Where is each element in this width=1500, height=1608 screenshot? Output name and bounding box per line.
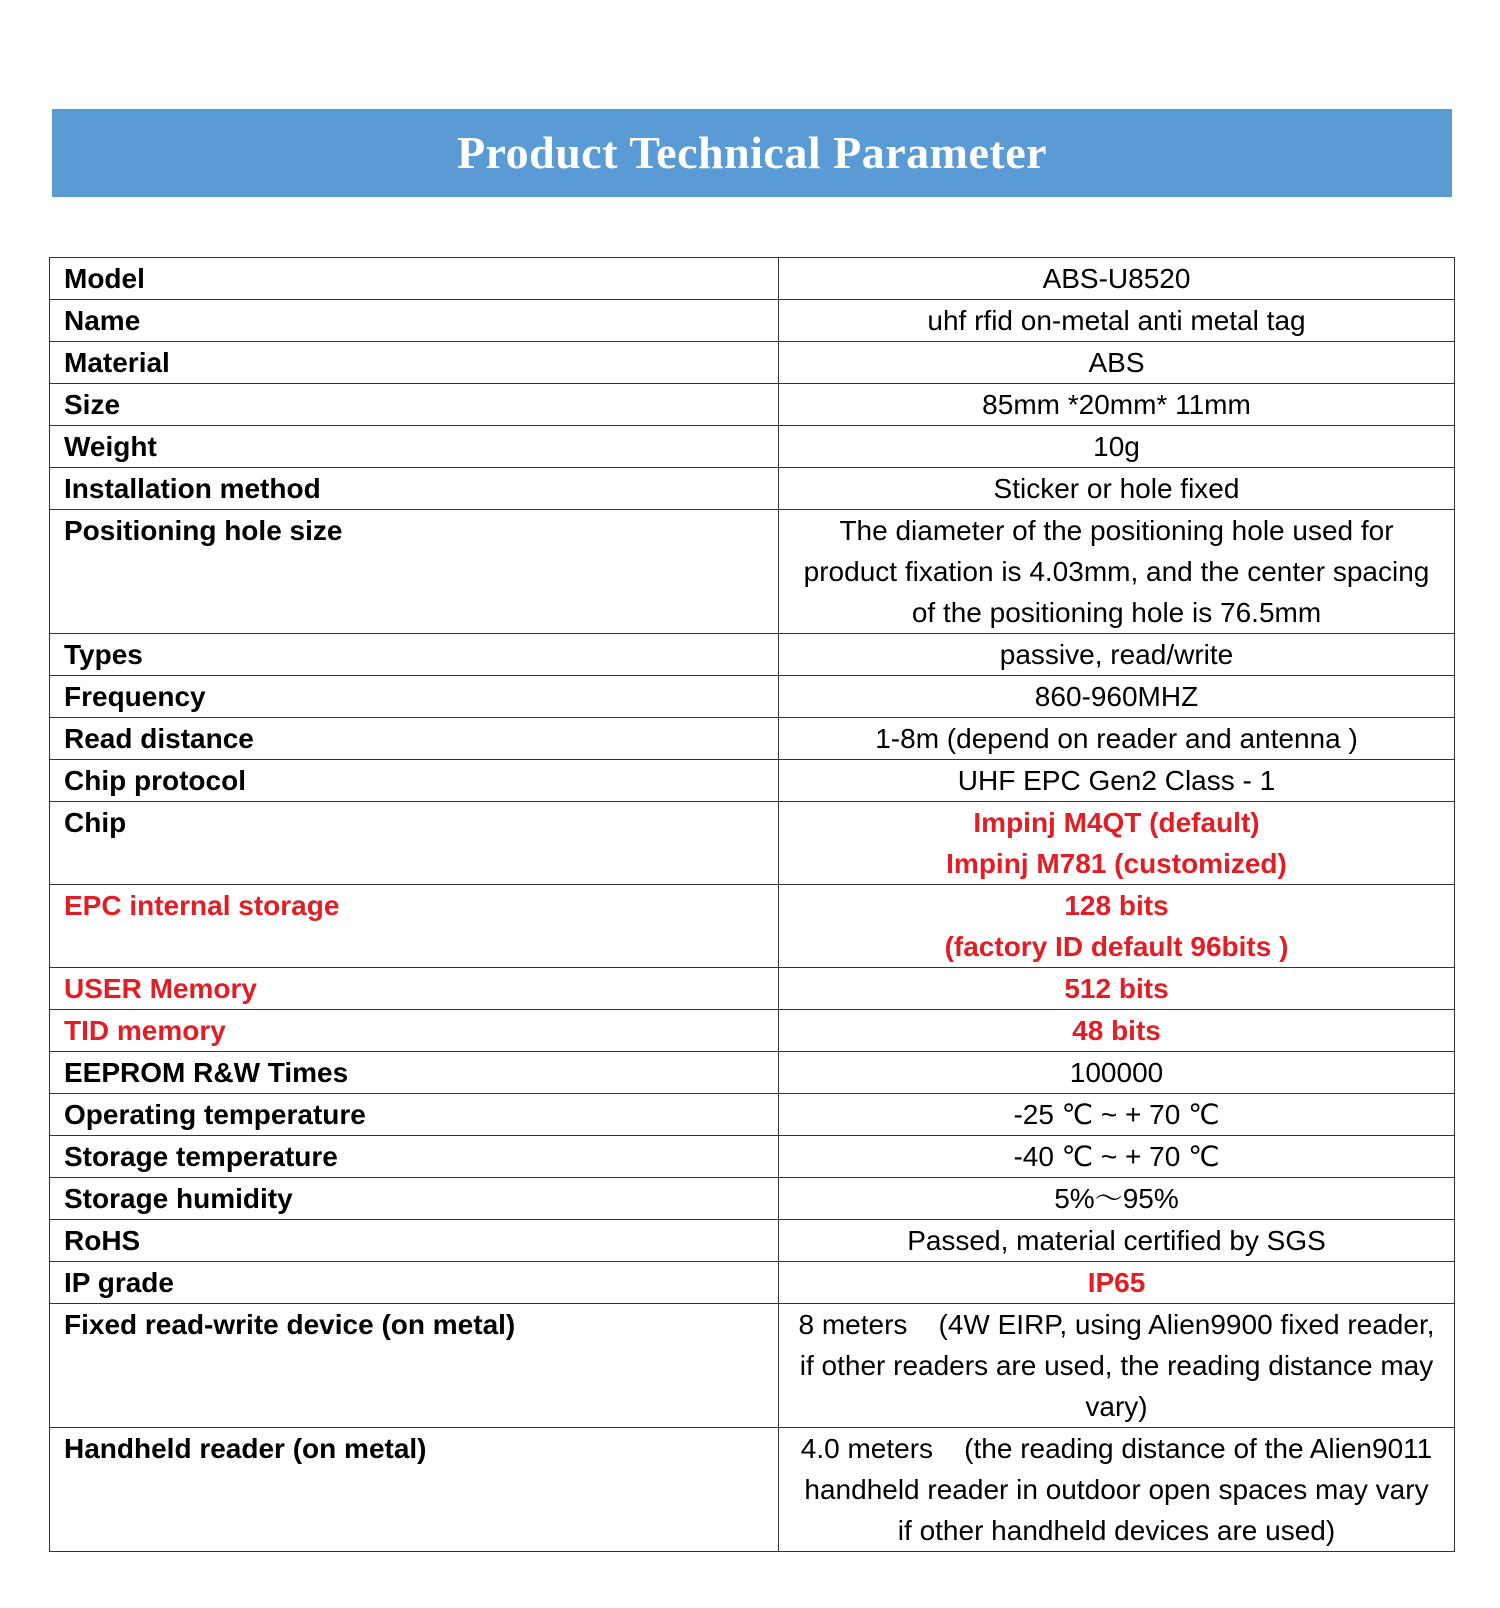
spec-value: 100000 bbox=[779, 1052, 1455, 1094]
spec-value bbox=[779, 510, 1455, 634]
spec-label: Handheld reader (on metal) bbox=[50, 1428, 779, 1552]
spec-value: Sticker or hole fixed bbox=[779, 468, 1455, 510]
spec-value: UHF EPC Gen2 Class - 1 bbox=[779, 760, 1455, 802]
spec-label: Material bbox=[50, 342, 779, 384]
spec-row-weight bbox=[50, 426, 1455, 468]
spec-value-line: Impinj M781 (customized) bbox=[946, 848, 1287, 879]
spec-row-read-distance bbox=[50, 718, 1455, 760]
spec-label: Storage temperature bbox=[50, 1136, 779, 1178]
spec-row-fixed-reader bbox=[50, 1304, 1455, 1428]
spec-row-model bbox=[50, 258, 1455, 300]
spec-label: Fixed read-write device (on metal) bbox=[50, 1304, 779, 1428]
spec-value: 1-8m (depend on reader and antenna ) bbox=[779, 718, 1455, 760]
spec-value: 10g bbox=[779, 426, 1455, 468]
spec-label: TID memory bbox=[50, 1010, 779, 1052]
spec-row-storage-temperature bbox=[50, 1136, 1455, 1178]
spec-label: USER Memory bbox=[50, 968, 779, 1010]
spec-row-positioning-hole-size bbox=[50, 510, 1455, 634]
spec-row-tid-memory bbox=[50, 1010, 1455, 1052]
spec-row-operating-temperature bbox=[50, 1094, 1455, 1136]
spec-row-material bbox=[50, 342, 1455, 384]
spec-value-line: Impinj M4QT (default) bbox=[973, 807, 1260, 838]
spec-label: Chip bbox=[50, 802, 779, 885]
spec-row-storage-humidity bbox=[50, 1178, 1455, 1220]
spec-row-frequency bbox=[50, 676, 1455, 718]
spec-value: IP65 bbox=[779, 1262, 1455, 1304]
spec-row-chip bbox=[50, 802, 1455, 885]
spec-value: passive, read/write bbox=[779, 634, 1455, 676]
spec-row-eeprom-rw-times bbox=[50, 1052, 1455, 1094]
spec-label: RoHS bbox=[50, 1220, 779, 1262]
spec-row-epc-internal-storage bbox=[50, 885, 1455, 968]
spec-table bbox=[49, 257, 1455, 1552]
spec-row-user-memory bbox=[50, 968, 1455, 1010]
spec-row-installation-method bbox=[50, 468, 1455, 510]
spec-value-line: of the positioning hole is 76.5mm bbox=[911, 597, 1322, 628]
spec-row-types bbox=[50, 634, 1455, 676]
spec-value: -40 ℃ ~ + 70 ℃ bbox=[779, 1136, 1455, 1178]
spec-label: Weight bbox=[50, 426, 779, 468]
spec-value: ABS bbox=[779, 342, 1455, 384]
spec-label: IP grade bbox=[50, 1262, 779, 1304]
spec-label: Read distance bbox=[50, 718, 779, 760]
spec-label: Operating temperature bbox=[50, 1094, 779, 1136]
spec-value-line: 4.0 meters (the reading distance of the Alien9011 bbox=[800, 1433, 1433, 1464]
spec-value bbox=[779, 885, 1455, 968]
spec-label: Types bbox=[50, 634, 779, 676]
spec-value-line: handheld reader in outdoor open spaces may vary bbox=[804, 1474, 1429, 1505]
spec-row-rohs bbox=[50, 1220, 1455, 1262]
spec-value: uhf rfid on-metal anti metal tag bbox=[779, 300, 1455, 342]
spec-label: Chip protocol bbox=[50, 760, 779, 802]
spec-row-name bbox=[50, 300, 1455, 342]
spec-row-ip-grade bbox=[50, 1262, 1455, 1304]
spec-value: ABS-U8520 bbox=[779, 258, 1455, 300]
spec-value: 85mm *20mm* 11mm bbox=[779, 384, 1455, 426]
spec-value-line: (factory ID default 96bits ) bbox=[944, 931, 1289, 962]
spec-label: Size bbox=[50, 384, 779, 426]
spec-value-line: 8 meters (4W EIRP, using Alien9900 fixed reader, bbox=[798, 1309, 1435, 1340]
spec-value: 512 bits bbox=[779, 968, 1455, 1010]
spec-value-line: 128 bits bbox=[1064, 890, 1169, 921]
page-title: Product Technical Parameter bbox=[456, 127, 1048, 178]
spec-value: -25 ℃ ~ + 70 ℃ bbox=[779, 1094, 1455, 1136]
spec-label: EPC internal storage bbox=[50, 885, 779, 968]
title-banner bbox=[52, 109, 1452, 197]
spec-value-line: if other readers are used, the reading distance may bbox=[799, 1350, 1434, 1381]
spec-row-chip-protocol bbox=[50, 760, 1455, 802]
spec-value-line: product fixation is 4.03mm, and the center spacing bbox=[803, 556, 1430, 587]
spec-value: 5%～95% bbox=[779, 1178, 1455, 1220]
spec-row-size bbox=[50, 384, 1455, 426]
spec-value: 860-960MHZ bbox=[779, 676, 1455, 718]
spec-value bbox=[779, 802, 1455, 885]
spec-label: Installation method bbox=[50, 468, 779, 510]
spec-label: Frequency bbox=[50, 676, 779, 718]
spec-label: Name bbox=[50, 300, 779, 342]
spec-value-line: vary) bbox=[1085, 1391, 1148, 1422]
spec-value bbox=[779, 1304, 1455, 1428]
spec-label: Positioning hole size bbox=[50, 510, 779, 634]
spec-row-handheld-reader bbox=[50, 1428, 1455, 1552]
spec-label: Model bbox=[50, 258, 779, 300]
spec-value-line: if other handheld devices are used) bbox=[897, 1515, 1336, 1546]
spec-value bbox=[779, 1428, 1455, 1552]
spec-value: 48 bits bbox=[779, 1010, 1455, 1052]
spec-value: Passed, material certified by SGS bbox=[779, 1220, 1455, 1262]
spec-label: EEPROM R&W Times bbox=[50, 1052, 779, 1094]
spec-label: Storage humidity bbox=[50, 1178, 779, 1220]
spec-value-line: The diameter of the positioning hole used for bbox=[839, 515, 1394, 546]
